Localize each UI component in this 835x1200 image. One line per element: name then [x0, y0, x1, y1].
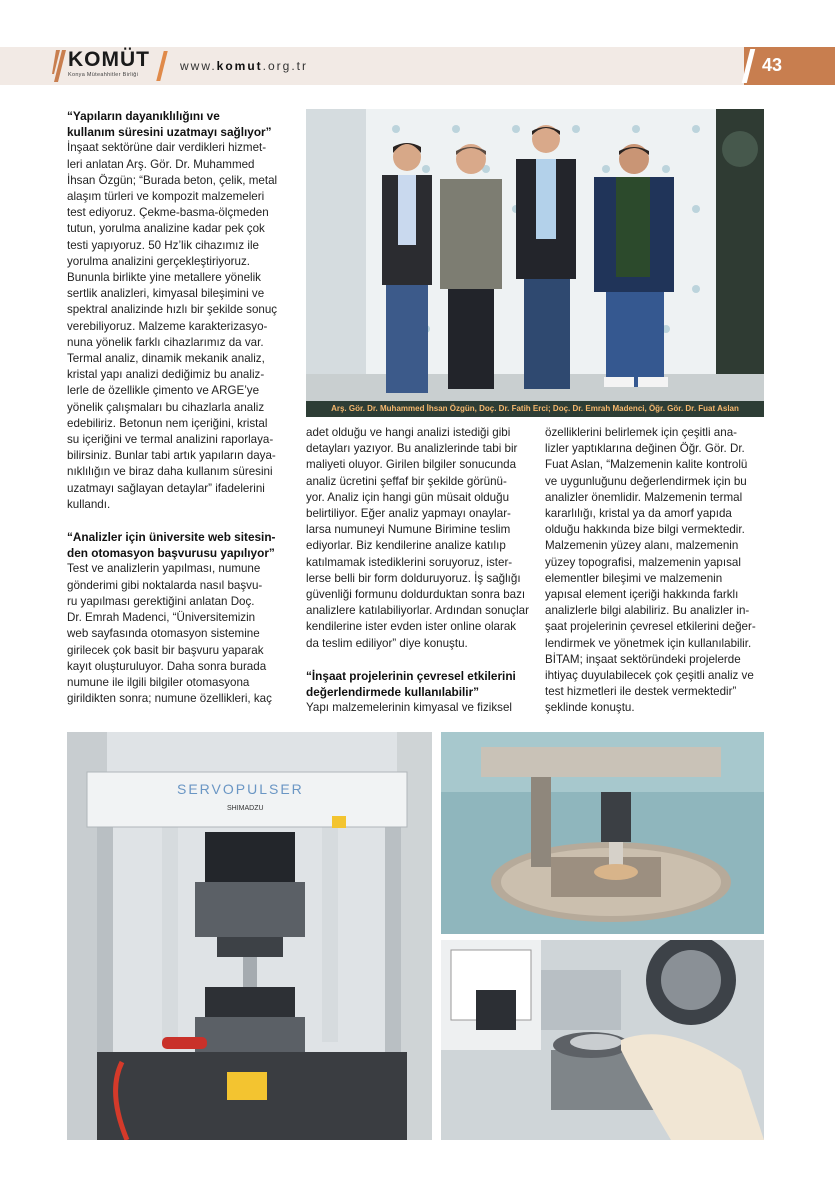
group-photo [306, 109, 764, 401]
article-column-1 [67, 108, 292, 707]
photo-caption: Arş. Gör. Dr. Muhammed İhsan Özgün, Doç. Dr. Fatih Erci; Doç. Dr. Emrah Madenci, Öğr. Gör. Dr. Fuat Aslan [306, 401, 764, 417]
paragraph: Yapı malzemelerinin kimyasal ve fiziksel [306, 701, 512, 715]
sample-closeup-photo [441, 732, 764, 934]
section-heading-2: “Analizler için üniversite web sitesin- den otomasyon başvurusu yapılıyor” [67, 530, 276, 561]
logo-subtitle: Konya Müteahhitler Birliği [68, 72, 139, 78]
section-heading-1: “Yapıların dayanıklılığını ve kullanım süresini uzatmayı sağlıyor” [67, 109, 272, 140]
article-column-3 [545, 425, 770, 717]
machine-maker-text: SHIMADZU [227, 805, 264, 812]
page-header [0, 47, 835, 85]
page-number: 43 [762, 55, 783, 75]
paragraph: özelliklerini belirlemek için çeşitli ana- lizler yaptıklarına değinen Öğr. Gör. Dr. Fuat Aslan, “Malzemenin kalite kontrolü ve uygunluğunu değerlendirmek için bu analizler önemlidir. Malzemenin termal kararlılığı, kristal ya da amorf yapıda olduğu hakkında bize bilgi vermektedir. Malzemenin yüzey alanı, malzemenin yüzey topografisi, malzemenin yapısal elementler bileşimi ve malzemenin yapısal element içeriği hakkında farklı analizlerle bilgi alabiliriz. Bu analizler in- şaat projelerinin çevresel etkilerini değer- lendirmek ve yönetmek için kullanılabilir. BİTAM; inşaat sektöründeki projelerde ihtiyaç duyulabilecek çok çeşitli analiz ve test hizmetleri ile destek vermektedir” şeklinde konuştu. [545, 426, 756, 715]
komut-logo-icon [52, 50, 66, 82]
website-link[interactable]: www.komut.org.tr [180, 59, 309, 73]
paragraph: adet olduğu ve hangi analizi istediği gibi detayları yazıyor. Bu analizlerinde tabi bir maliyeti oluyor. Girilen bilgiler sonucunda analiz ücretini şeffaf bir şekilde görünü- yor. Analiz için hangi gün müsait olduğu belirtiliyor. Eğer analiz yapmayı onaylar- larsa numuneyi Numune Birimine teslim ediyorlar. Biz kendilerine analize katılıp katılmamak istediklerini soruyoruz, ister- lerse belli bir form dolduruyoruz. İş sağlığı güvenliği formunu doldurduktan sonra bazı analizlere katılabiliyorlar. Ardından sonuçlar kendilerine ister evden ister online olarak da teslim ediliyor” diye konuştu. [306, 426, 529, 650]
section-heading-3: “İnşaat projelerinin çevresel etkilerini değerlendirmede kullanılabilir” [306, 668, 516, 700]
page-number-tab [744, 47, 835, 85]
header-divider [156, 51, 167, 81]
paragraph: İnşaat sektörüne dair verdikleri hizmet- leri anlatan Arş. Gör. Dr. Muhammed İhsan Özgün; “Burada beton, çelik, metal alaşım türleri ve kompozit malzemeleri test ediyoruz. Çekme-basma-ölçmeden tutun, yorulma analizine kadar pek çok testi yapıyoruz. 50 Hz’lik cihazımız ile yorulma analizini gerçekleştiriyoruz. Bununla birlikte yine metallere yönelik sertlik analizleri, kimyasal bileşimini ve spektral analizinde hızlı bir şekilde sonuç verebiliyoruz. Malzeme karakterizasyo- nuna yönelik farklı cihazlarımız da var. Termal analiz, dinamik mekanik analiz, kristal yapı analizi dediğimiz bu analiz- lerle de özellikle çimento ve ARGE’ye yönelik çalışmaları bu cihazlarla analiz edebiliriz. Betonun nem içeriğini, kristal su içeriğini ve termal analizini raporlaya- bilirsiniz. Bunlar tabi artık yapıların daya- nıklılığın ve biraz daha kullanım süresini uzatmayı sağlayan detaylar” ifadelerini kullandı. [67, 141, 278, 511]
article-column-2 [306, 425, 531, 716]
paragraph: Test ve analizlerin yapılması, numune gönderimi gibi noktalarda nasıl başvu- ru yapılması gerektiğini anlatan Doç. Dr. Emrah Madenci, “Üniversitemizin web sayfasında otomasyon sistemine girilecek çok basit bir başvuru yaparak kayıt oluşturuluyor. Daha sonra burada numune ile ilgili bilgiler otomasyona girildikten sonra; numune özellikleri, kaç [67, 562, 272, 706]
sample-handling-photo [441, 940, 764, 1140]
machine-brand-text: SERVOPULSER [177, 781, 304, 797]
testing-machine-photo [67, 732, 432, 1140]
logo-text: KOMÜT [68, 48, 150, 71]
